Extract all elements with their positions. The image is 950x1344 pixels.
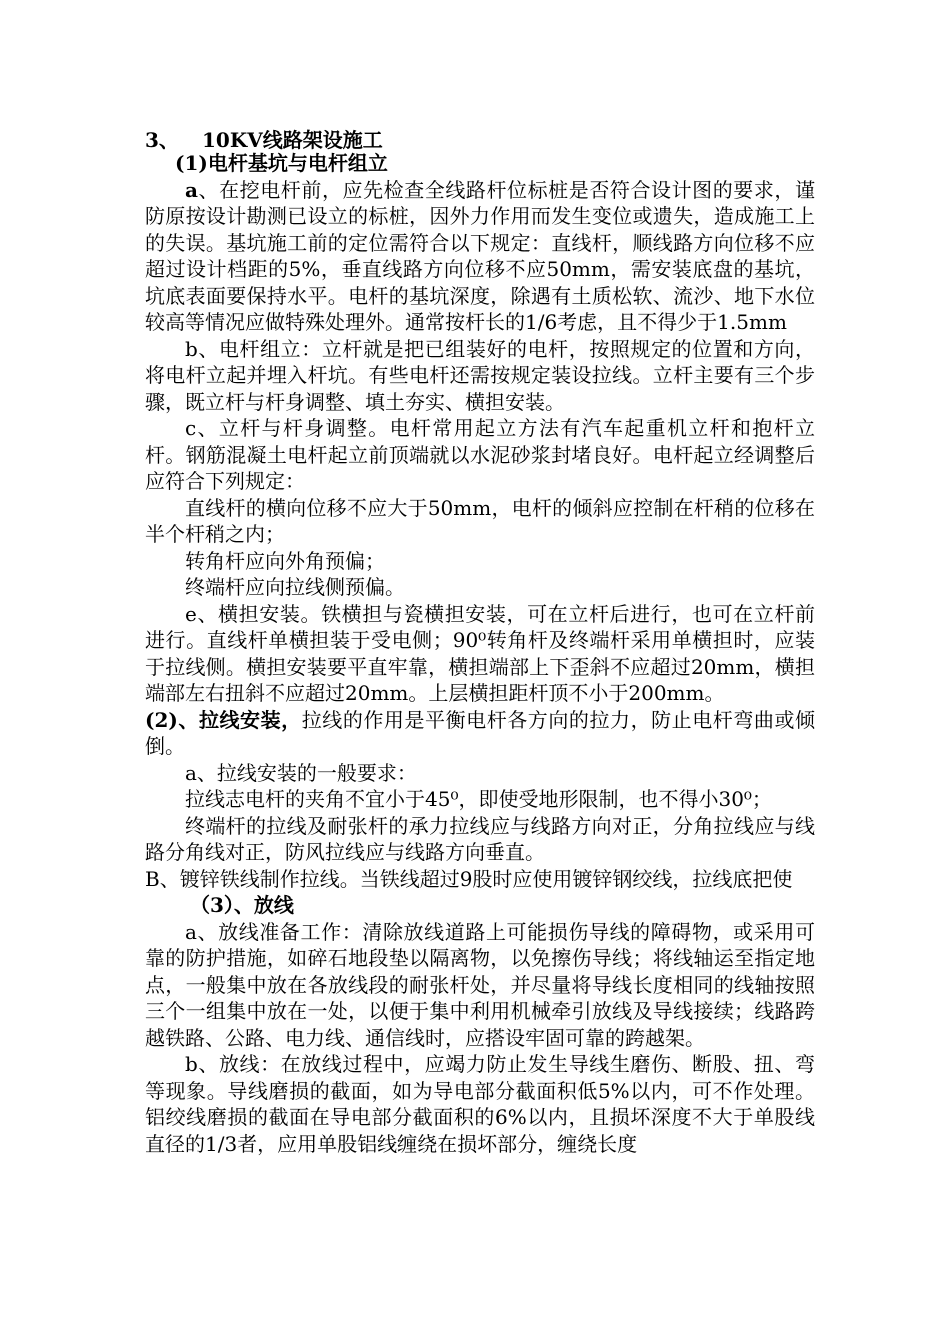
paragraph-1c: c、立杆与杆身调整。电杆常用起立方法有汽车起重机立杆和抱杆立杆。钢筋混凝土电杆起立前顶端就以水泥砂浆封堵良好。电杆起立经调整后应符合下列规定： — [145, 416, 815, 493]
paragraph-1b: b、电杆组立：立杆就是把已组装好的电杆，按照规定的位置和方向，将电杆立起并埋入杆坑。有些电杆还需按规定装设拉线。立杆主要有三个步骤，既立杆与杆身调整、填土夯实、横担安装。 — [145, 336, 815, 414]
section-title: 10KV线路架设施工 — [202, 128, 383, 152]
paragraph-2a-rule-2: 终端杆的拉线及耐张杆的承力拉线应与线路方向对正，分角拉线应与线路分角线对正，防风拉线应与线路方向垂直。 — [145, 813, 815, 864]
subsection-heading-1: (1)电杆基坑与电杆组立 — [175, 151, 388, 175]
paragraph-1c-rule-1: 直线杆的横向位移不应大于50mm，电杆的倾斜应控制在杆稍的位移在半个杆稍之内； — [145, 495, 815, 546]
paragraph-2a-rule-1: 拉线志电杆的夹角不宜小于45⁰，即使受地形限制，也不得小30⁰； — [185, 787, 772, 811]
paragraph-3a: a、放线准备工作：清除放线道路上可能损伤导线的障碍物，或采用可靠的防护措施，如碎石地段垫以隔离物，以免擦伤导线；将线轴运至指定地点，一般集中放在各放线段的耐张杆处，并尽量将导线长度相同的线轴按照三个一组集中放在一处，以便于集中利用机械牵引放线及导线接续；线路跨越铁路、公路、电力线、通信线时，应搭设牢固可靠的跨越架。 — [145, 919, 815, 1050]
subsection-heading-3: （3）、放线 — [190, 893, 294, 917]
paragraph-1c-rule-2: 转角杆应向外角预偏； — [185, 548, 385, 573]
paragraph-2b: B、镀锌铁线制作拉线。当铁线超过9股时应使用镀锌钢绞线，拉线底把使 — [145, 866, 793, 891]
document-body — [145, 150, 815, 1157]
paragraph-1a-text: 、在挖电杆前，应先检查全线路杆位标桩是否符合设计图的要求，谨防原按设计勘测已设立的标桩，因外力作用而发生变位或遗失，造成施工上的失误。基坑施工前的定位需符合以下规定：直线杆，顺线路方向位移不应超过设计档距的5%，垂直线路方向位移不应50mm，需安装底盘的基坑，坑底表面要保持水平。电杆的基坑深度，除遇有土质松软、流沙、地下水位较高等情况应做特殊处理外。通常按杆长的1/6考虑，且不得少于1.5mm — [145, 177, 815, 334]
subsection-heading-2: (2)、拉线安装， — [145, 707, 302, 732]
paragraph-2-intro — [145, 707, 815, 760]
paragraph-1c-rule-3: 终端杆应向拉线侧预偏。 — [185, 575, 405, 599]
section-number: 3、 — [145, 128, 179, 152]
paragraph-1e: e、横担安装。铁横担与瓷横担安装，可在立杆后进行，也可在立杆前进行。直线杆单横担装于受电侧；90⁰转角杆及终端杆采用单横担时，应装于拉线侧。横担安装要平直牢靠，横担端部上下歪斜不应超过20mm，横担端部左右扭斜不应超过20mm。上层横担距杆顶不小于200mm。 — [145, 601, 815, 705]
paragraph-2-intro-text: 拉线的作用是平衡电杆各方向的拉力，防止电杆弯曲或倾倒。 — [145, 707, 816, 758]
section-heading — [145, 128, 383, 152]
paragraph-3b: b、放线：在放线过程中，应竭力防止发生导线生磨伤、断股、扭、弯等现象。导线磨损的截面，如为导电部分截面积低5%以内，可不作处理。铝绞线磨损的截面在导电部分截面积的6%以内，且损坏深度不大于单股线直径的1/3者，应用单股铝线缠绕在损坏部分，缠绕长度 — [145, 1052, 815, 1156]
paragraph-1a — [145, 177, 815, 336]
paragraph-1a-lead: a — [185, 177, 198, 202]
paragraph-2a: a、拉线安装的一般要求： — [185, 760, 417, 785]
